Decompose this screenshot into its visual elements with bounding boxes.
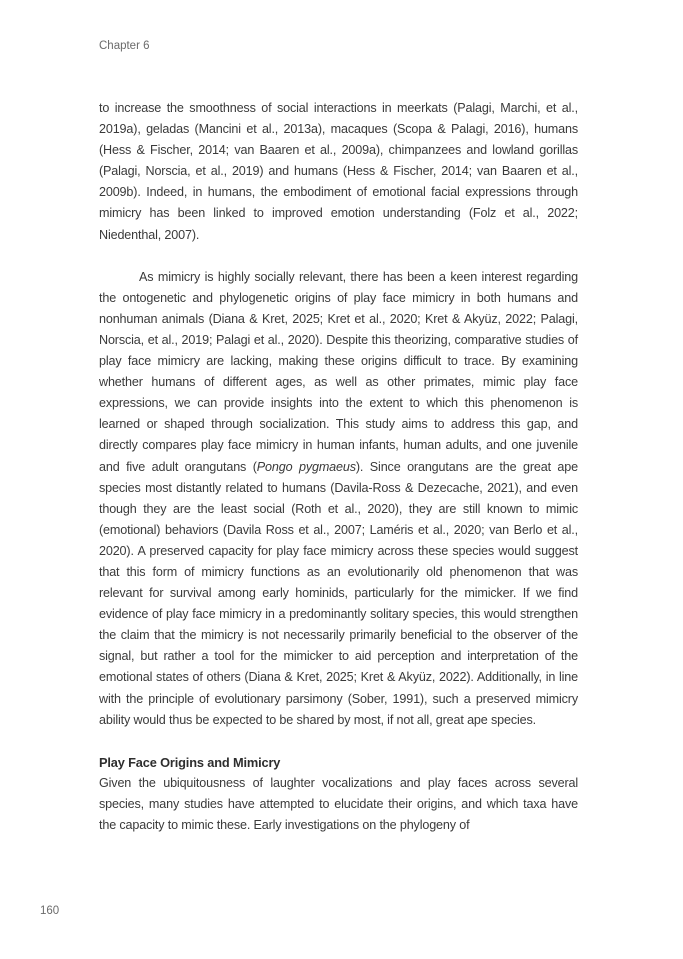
paragraph-2-text-a: As mimicry is highly socially relevant, there has been a keen interest regarding the ontogenetic and phylogenetic origins of play face mimicry in both humans and nonhuman animals (Diana & Kret, 2025; Kret et al., 2020; Kret & Akyüz, 2022; Palagi, Norscia, et al., 2019; Palagi et al., 2020). Despite this theorizing, comparative studies of play face mimicry are lacking, making these origins difficult to trace. By examining whether humans of different ages, as well as other primates, mimic play face expressions, we can provide insights into the extent to which this phenomenon is learned or shaped through socialization. This study aims to address this gap, and directly compares play face mimicry in human infants, human adults, and one juvenile and five adult orangutans ( <box>99 269 578 474</box>
running-head: Chapter 6 <box>99 40 150 52</box>
paragraph-2-text-b: ). Since orangutans are the great ape species most distantly related to humans (Davila-Ross & Dezecache, 2021), and even though they are the least social (Roth et al., 2020), they are still known to mimic (emotional) behaviors (Davila Ross et al., 2007; Laméris et al., 2020; van Berlo et al., 2020). A preserved capacity for play face mimicry across these species would suggest that this form of mimicry functions as an evolutionarily old phenomenon that was relevant for survival among early hominids, particularly for the mimicker. If we find evidence of play face mimicry in a predominantly solitary species, this would strengthen the claim that the mimicry is not necessarily primarily beneficial to the observer of the signal, but rather a tool for the mimicker to aid perception and interpretation of the emotional states of others (Diana & Kret, 2025; Kret & Akyüz, 2022). Additionally, in line with the principle of evolutionary parsimony (Sober, 1991), such a preserved mimicry ability would thus be expected to be shared by most, if not all, great ape species. <box>99 459 578 727</box>
section-heading: Play Face Origins and Mimicry <box>99 754 281 770</box>
page-number: 160 <box>40 905 60 917</box>
paragraph-2 <box>99 267 578 731</box>
species-name: Pongo pygmaeus <box>256 459 356 474</box>
paragraph-3: Given the ubiquitousness of laughter vocalizations and play faces across several species, many studies have attempted to elucidate their origins, and which taxa have the capacity to mimic these. Early investigations on the phylogeny of <box>99 775 578 832</box>
page-body <box>99 98 578 836</box>
paragraph-1: to increase the smoothness of social interactions in meerkats (Palagi, Marchi, et al., 2019a), geladas (Mancini et al., 2013a), macaques (Scopa & Palagi, 2016), humans (Hess & Fischer, 2014; van Baaren et al., 2009a), chimpanzees and lowland gorillas (Palagi, Norscia, et al., 2019) and humans (Hess & Fischer, 2014; van Baaren et al., 2009b). Indeed, in humans, the embodiment of emotional facial expressions through mimicry has been linked to improved emotion understanding (Folz et al., 2022; Niedenthal, 2007). <box>99 101 578 242</box>
